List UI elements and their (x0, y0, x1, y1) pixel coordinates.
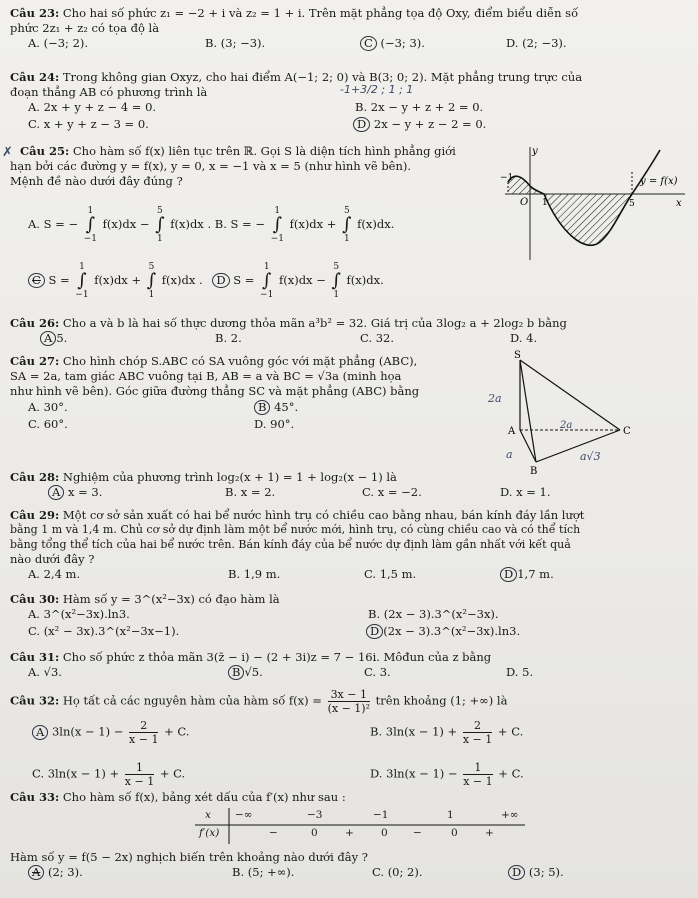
q27-option-b-circle: B (254, 400, 270, 415)
question-33-part2 (10, 850, 690, 882)
q25-option-c-d-row (28, 262, 384, 300)
q25-b-end: f(x)dx. (357, 217, 395, 231)
q25-option-c[interactable] (28, 262, 206, 300)
q25-b-int2: 5 ∫ 1 (342, 206, 352, 244)
q30-text-1: Hàm số y = 3^(x²−3x) có đạo hàm là (62, 592, 280, 606)
q25-a-int2: 5 ∫ 1 (155, 206, 165, 244)
q25-b-mid: f(x)dx + (289, 217, 337, 231)
q29-text-4: nào dưới đây ? (10, 552, 95, 567)
q25-a-mid: f(x)dx − (102, 217, 150, 231)
q28-text-1: Nghiệm của phương trình log₂(x + 1) = 1 + log₂(x − 1) là (62, 470, 397, 484)
q27-option-b[interactable] (254, 400, 298, 415)
question-28 (10, 470, 690, 502)
q32-option-c[interactable]: C. 3ln(x − 1) + $\frac{1}{x - 1}$ + C. (32, 761, 186, 788)
q25-graph (500, 142, 690, 262)
q33-text-2: Hàm số y = f(5 − 2x) nghịch biến trên khoảng nào dưới đây ? (10, 850, 368, 864)
q28-option-b[interactable]: B. x = 2. (225, 485, 276, 500)
q28-option-a-circle: A (48, 485, 64, 500)
q25-option-a-b-row (28, 206, 394, 244)
q27-text-3: như hình vẽ bên). Góc giữa đường thẳng SC và mặt phẳng (ABC) bằng (10, 384, 420, 399)
q29-text-1: Một cơ sở sản xuất có hai bể nước hình trụ có chiều cao bằng nhau, bán kính đáy lần lượt (62, 508, 585, 522)
q27-label: Câu 27: (10, 354, 60, 368)
q31-option-b-circle: B (228, 665, 244, 680)
q23-option-c[interactable] (360, 36, 425, 51)
q33-option-c[interactable]: C. (0; 2). (372, 865, 423, 880)
q25-b-int1: 1 ∫ −1 (270, 206, 284, 244)
sign-table-x-label: x (205, 809, 211, 821)
q23-label: Câu 23: (10, 6, 60, 20)
hand-a3: a√3 (580, 450, 601, 463)
q25-c-end: f(x)dx . (161, 273, 203, 287)
q24-option-c[interactable]: C. x + y + z − 3 = 0. (28, 117, 149, 132)
sign-table-fprime-label: f′(x) (199, 827, 220, 839)
q26-option-b[interactable]: B. 2. (215, 331, 242, 346)
q27-text-2: SA = 2a, tam giác ABC vuông tại B, AB = a và BC = √3a (minh họa (10, 369, 402, 384)
q29-text-3: bằng tổng thể tích của hai bể nước trên. Bán kính đáy của bể nước dự định làm gần nhất với kết quả (10, 537, 571, 551)
q32-text-post: trên khoảng (1; +∞) là (375, 693, 508, 708)
vertex-C: C (623, 426, 631, 437)
sign-0: − (269, 827, 278, 839)
q25-c-int1: 1 ∫ −1 (75, 262, 89, 300)
hand-2a: 2a (488, 392, 502, 405)
q24-option-b[interactable]: B. 2x − y + z + 2 = 0. (355, 100, 484, 115)
q33-option-a-circle: A (28, 865, 44, 880)
q32-text-pre: Họ tất cả các nguyên hàm của hàm số f(x) = (62, 693, 322, 708)
question-30 (10, 592, 690, 641)
q29-option-b[interactable]: B. 1,9 m. (228, 567, 281, 582)
q25-a-pre: A. S = − (28, 217, 79, 231)
question-27 (10, 354, 490, 434)
q23-text-2: phức 2z₁ + z₂ có tọa độ là (10, 21, 160, 36)
question-31 (10, 650, 690, 682)
vertex-S: S (514, 350, 521, 361)
q30-option-a[interactable]: A. 3^(x²−3x).ln3. (28, 607, 130, 622)
q24-option-a[interactable]: A. 2x + y + z − 4 = 0. (28, 100, 157, 115)
q25-option-d[interactable] (212, 262, 384, 300)
q26-option-d[interactable]: D. 4. (510, 331, 538, 346)
x-val-0: −∞ (235, 809, 253, 821)
question-24 (10, 70, 690, 134)
q31-text-1: Cho số phức z thỏa mãn 3(z̄ − i) − (2 + 3i)z = 7 − 16i. Môđun của z bằng (62, 650, 492, 664)
q29-option-a[interactable]: A. 2,4 m. (28, 567, 81, 582)
q25-option-c-circle: C (28, 273, 45, 288)
q24-option-d-text: 2x − y + z − 2 = 0. (373, 117, 487, 132)
graph-y-label: y (532, 146, 538, 157)
q31-option-d[interactable]: D. 5. (506, 665, 534, 680)
q25-b-pre: B. S = − (214, 217, 265, 231)
sign-2: + (345, 827, 354, 839)
q27-option-d[interactable]: D. 90°. (254, 416, 295, 431)
x-val-4: +∞ (501, 809, 519, 821)
q33-option-b[interactable]: B. (5; +∞). (232, 865, 295, 880)
q28-option-a-text: x = 3. (67, 485, 103, 500)
x-val-2: −1 (373, 809, 389, 821)
q30-option-d[interactable] (366, 624, 520, 639)
sign-6: + (485, 827, 494, 839)
q24-text-1: Trong không gian Oxyz, cho hai điểm A(−1; 2; 0) và B(3; 0; 2). Mặt phẳng trung trực của (62, 70, 583, 84)
hand-2a-mid: 2a (560, 420, 573, 431)
x-val-1: −3 (307, 809, 323, 821)
q26-option-c[interactable]: C. 32. (360, 331, 394, 346)
sign-3: 0 (381, 827, 388, 839)
graph-tick-5: 5 (629, 199, 635, 209)
q33-option-d-text: (3; 5). (528, 865, 564, 880)
q33-text-1: Cho hàm số f(x), bảng xét dấu của f′(x) như sau : (62, 790, 346, 804)
q30-option-d-circle: D (366, 624, 383, 639)
vertex-A: A (508, 426, 516, 437)
question-29 (10, 508, 690, 584)
q25-c-int2: 5 ∫ 1 (146, 262, 157, 300)
q23-option-a[interactable]: A. (−3; 2). (28, 36, 89, 51)
q29-option-d-text: 1,7 m. (517, 567, 554, 582)
sign-5: 0 (451, 827, 458, 839)
q28-option-d[interactable]: D. x = 1. (500, 485, 551, 500)
question-26 (10, 316, 690, 348)
q25-mark: ✗ (2, 145, 13, 160)
sign-4: − (413, 827, 422, 839)
question-33 (10, 790, 690, 805)
q24-option-d[interactable] (353, 117, 486, 132)
q31-option-b[interactable] (228, 665, 263, 680)
q33-option-a-text: (2; 3). (47, 865, 83, 880)
edge-BC (536, 430, 620, 462)
x-val-3: 1 (447, 809, 454, 821)
q27-option-c[interactable]: C. 60°. (28, 416, 68, 431)
q32-option-d[interactable]: D. 3ln(x − 1) − $\frac{1}{x - 1}$ + C. (370, 761, 524, 788)
q31-option-b-text: √5. (244, 665, 263, 680)
graph-tick-m1: −1 (500, 173, 514, 183)
q30-label: Câu 30: (10, 592, 60, 606)
graph-fx-label: y = f(x) (640, 176, 678, 187)
q33-option-a[interactable] (28, 865, 83, 880)
question-32 (10, 688, 690, 797)
graph-x-label: x (676, 198, 682, 209)
q27-option-b-text: 45°. (274, 399, 299, 414)
q25-a-end: f(x)dx . (170, 217, 212, 231)
q26-option-a[interactable] (40, 331, 67, 346)
q31-label: Câu 31: (10, 650, 60, 664)
question-23 (10, 6, 690, 53)
q26-text-1: Cho a và b là hai số thực dương thỏa mãn a³b² = 32. Giá trị của 3log₂ a + 2log₂ b bằng (62, 316, 567, 330)
q23-option-c-text: (−3; 3). (380, 36, 425, 51)
q24-option-d-circle: D (353, 117, 370, 132)
q33-option-d[interactable] (508, 865, 564, 880)
q25-d-end: f(x)dx. (346, 273, 384, 287)
q29-label: Câu 29: (10, 508, 60, 522)
q33-sign-table (195, 808, 525, 844)
q29-text-2: bằng 1 m và 1,4 m. Chủ cơ sở dự định làm một bể nước mới, hình trụ, có cùng chiều cao và có thể tích (10, 523, 581, 537)
q26-label: Câu 26: (10, 316, 60, 330)
q26-option-a-circle: A (40, 331, 56, 346)
q25-d-mid: f(x)dx − (278, 273, 326, 287)
graph-origin: O (520, 197, 529, 208)
q23-option-b[interactable]: B. (3; −3). (205, 36, 266, 51)
q25-d-int2: 5 ∫ 1 (331, 262, 341, 300)
q28-option-c[interactable]: C. x = −2. (362, 485, 422, 500)
q30-option-c[interactable]: C. (x² − 3x).3^(x²−3x−1). (28, 624, 180, 639)
q31-option-a[interactable]: A. √3. (28, 665, 62, 680)
q27-text-1: Cho hình chóp S.ABC có SA vuông góc với mặt phẳng (ABC), (62, 354, 418, 368)
q29-option-d[interactable] (500, 567, 554, 582)
q25-d-int1: 1 ∫ −1 (260, 262, 274, 300)
q23-option-c-circle: C (360, 36, 377, 51)
q33-option-d-circle: D (508, 865, 525, 880)
q24-label: Câu 24: (10, 70, 60, 84)
q25-c-pre: S = (48, 273, 70, 287)
q32-option-a[interactable]: A 3ln(x − 1) − $\frac{2}{x - 1}$ + C. (32, 719, 189, 746)
q25-text-3: Mệnh đề nào dưới đây đúng ? (10, 174, 183, 189)
q25-text-2: hạn bởi các đường y = f(x), y = 0, x = −1 và x = 5 (như hình vẽ bên). (10, 159, 412, 174)
q24-handnote: -1+3/2 ; 1 ; 1 (340, 83, 414, 97)
q33-label: Câu 33: (10, 790, 60, 804)
q25-d-pre: S = (233, 273, 255, 287)
q27-option-a[interactable]: A. 30°. (28, 399, 68, 414)
vertex-B: B (530, 466, 538, 475)
q32-option-b[interactable]: B. 3ln(x − 1) + $\frac{2}{x - 1}$ + C. (370, 719, 524, 746)
q29-option-d-circle: D (500, 567, 517, 582)
q23-text-1: Cho hai số phức z₁ = −2 + i và z₂ = 1 + i. Trên mặt phẳng tọa độ Oxy, điểm biểu diễn số (62, 6, 579, 20)
q29-option-c[interactable]: C. 1,5 m. (364, 567, 417, 582)
q25-c-mid: f(x)dx + (94, 273, 142, 287)
q25-label: Câu 25: (20, 144, 70, 158)
graph-tick-1: 1 (542, 198, 548, 208)
q26-option-a-text: 5. (56, 331, 68, 346)
q31-option-c[interactable]: C. 3. (364, 665, 391, 680)
q25-option-a[interactable] (28, 206, 215, 244)
q28-label: Câu 28: (10, 470, 60, 484)
q30-option-b[interactable]: B. (2x − 3).3^(x²−3x). (368, 607, 499, 622)
q25-a-int1: 1 ∫ −1 (83, 206, 98, 244)
hand-a: a (506, 448, 513, 461)
q25-text-1: Cho hàm số f(x) liên tục trên ℝ. Gọi S là diện tích hình phẳng giới (72, 144, 456, 158)
q32-fraction: $\frac{3x - 1}{\text{(x − 1)²}}$ (327, 688, 370, 715)
sign-1: 0 (311, 827, 318, 839)
q23-option-d[interactable]: D. (2; −3). (506, 36, 567, 51)
q32-label: Câu 32: (10, 693, 60, 708)
q27-pyramid-figure (470, 350, 670, 475)
q32-option-a-circle: A (32, 725, 48, 740)
q28-option-a[interactable] (48, 485, 102, 500)
q24-text-2: đoạn thẳng AB có phương trình là (10, 85, 208, 100)
q25-option-b[interactable] (214, 206, 395, 244)
q30-option-d-text: (2x − 3).3^(x²−3x).ln3. (383, 624, 521, 639)
q25-option-d-circle: D (212, 273, 229, 288)
